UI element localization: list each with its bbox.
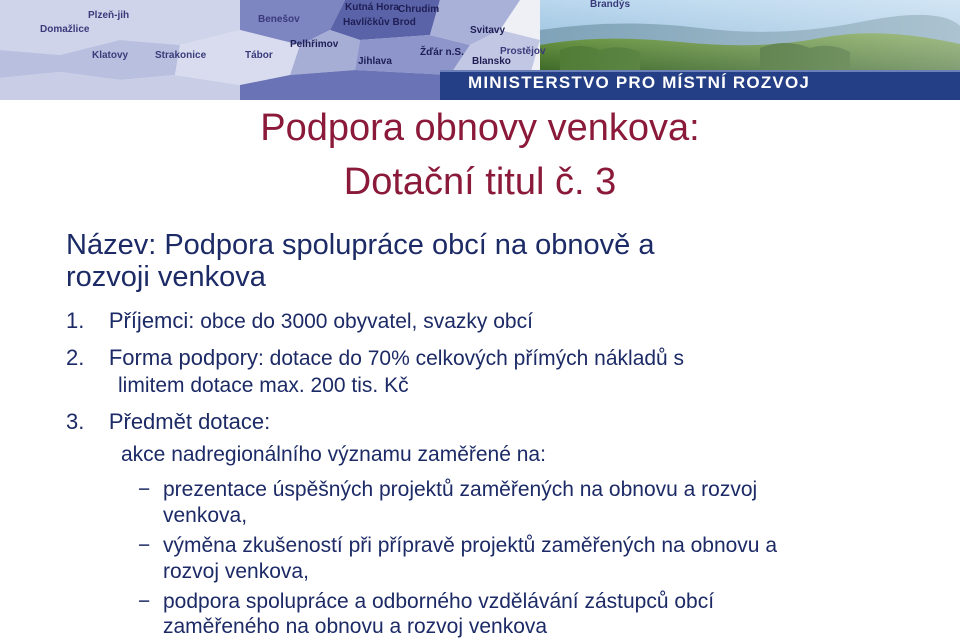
header-banner (0, 0, 960, 100)
item-3 (66, 409, 270, 435)
item-2-number: 2. (66, 345, 85, 370)
name-line-2: rozvoji venkova (66, 261, 266, 293)
name-line-1: Název: Podpora spolupráce obcí na obnově a (66, 229, 655, 261)
bullet-dash-2: − (138, 534, 151, 557)
map-label: Chrudim (398, 4, 440, 15)
item-3-number: 3. (66, 409, 85, 434)
item-1-label: Příjemci: (108, 308, 195, 333)
map-label: Domažlice (40, 24, 90, 35)
map-label: Tábor (245, 50, 273, 61)
bullet-3-line-1: podpora spolupráce a odborného vzdělávání zástupců obcí (163, 590, 715, 613)
bullet-2-line-2: rozvoj venkova, (163, 560, 309, 583)
bullet-dash-3: − (138, 590, 151, 613)
item-2 (66, 345, 684, 371)
map-label: Pelhřimov (290, 39, 339, 50)
map-label: Blansko (472, 56, 511, 67)
bullet-3-line-2: zaměřeného na obnovu a rozvoj venkova (163, 615, 548, 638)
map-label: Svitavy (470, 25, 506, 36)
item-1 (66, 308, 533, 334)
subject-intro: akce nadregionálního významu zaměřené na: (121, 443, 546, 466)
item-1-text: obce do 3000 obyvatel, svazky obcí (194, 310, 533, 333)
item-2-continuation: limitem dotace max. 200 tis. Kč (118, 374, 409, 397)
bullet-1-line-2: venkova, (163, 504, 248, 527)
map-label: Benešov (258, 14, 300, 25)
bullet-2-line-1: výměna zkušeností při přípravě projektů zaměřených na obnovu a (163, 534, 777, 557)
map-label: Kutná Hora (345, 2, 399, 13)
item-1-number: 1. (66, 308, 85, 333)
item-2-text: : dotace do 70% celkových přímých nákladů s (258, 347, 685, 370)
item-3-label: Předmět dotace: (108, 409, 271, 434)
ministry-name: MINISTERSTVO PRO MÍSTNÍ ROZVOJ (468, 73, 811, 92)
bullet-dash-1: − (138, 478, 151, 501)
map-label: Žďár n.S. (420, 47, 464, 58)
map-label: Plzeň-jih (88, 10, 130, 21)
map-label: Havlíčkův Brod (343, 17, 416, 28)
map-label: Strakonice (155, 50, 207, 61)
map-label: Klatovy (92, 50, 129, 61)
bullet-1-line-1: prezentace úspěšných projektů zaměřených na obnovu a rozvoj (163, 478, 758, 501)
map-label: Brandýs (590, 0, 631, 10)
page-title-line-2: Dotační titul č. 3 (343, 161, 617, 203)
item-2-label: Forma podpory (108, 345, 258, 370)
map-label: Jihlava (358, 56, 392, 67)
map-label: Prostějov (500, 46, 546, 57)
page-title-line-1: Podpora obnovy venkova: (260, 107, 700, 149)
